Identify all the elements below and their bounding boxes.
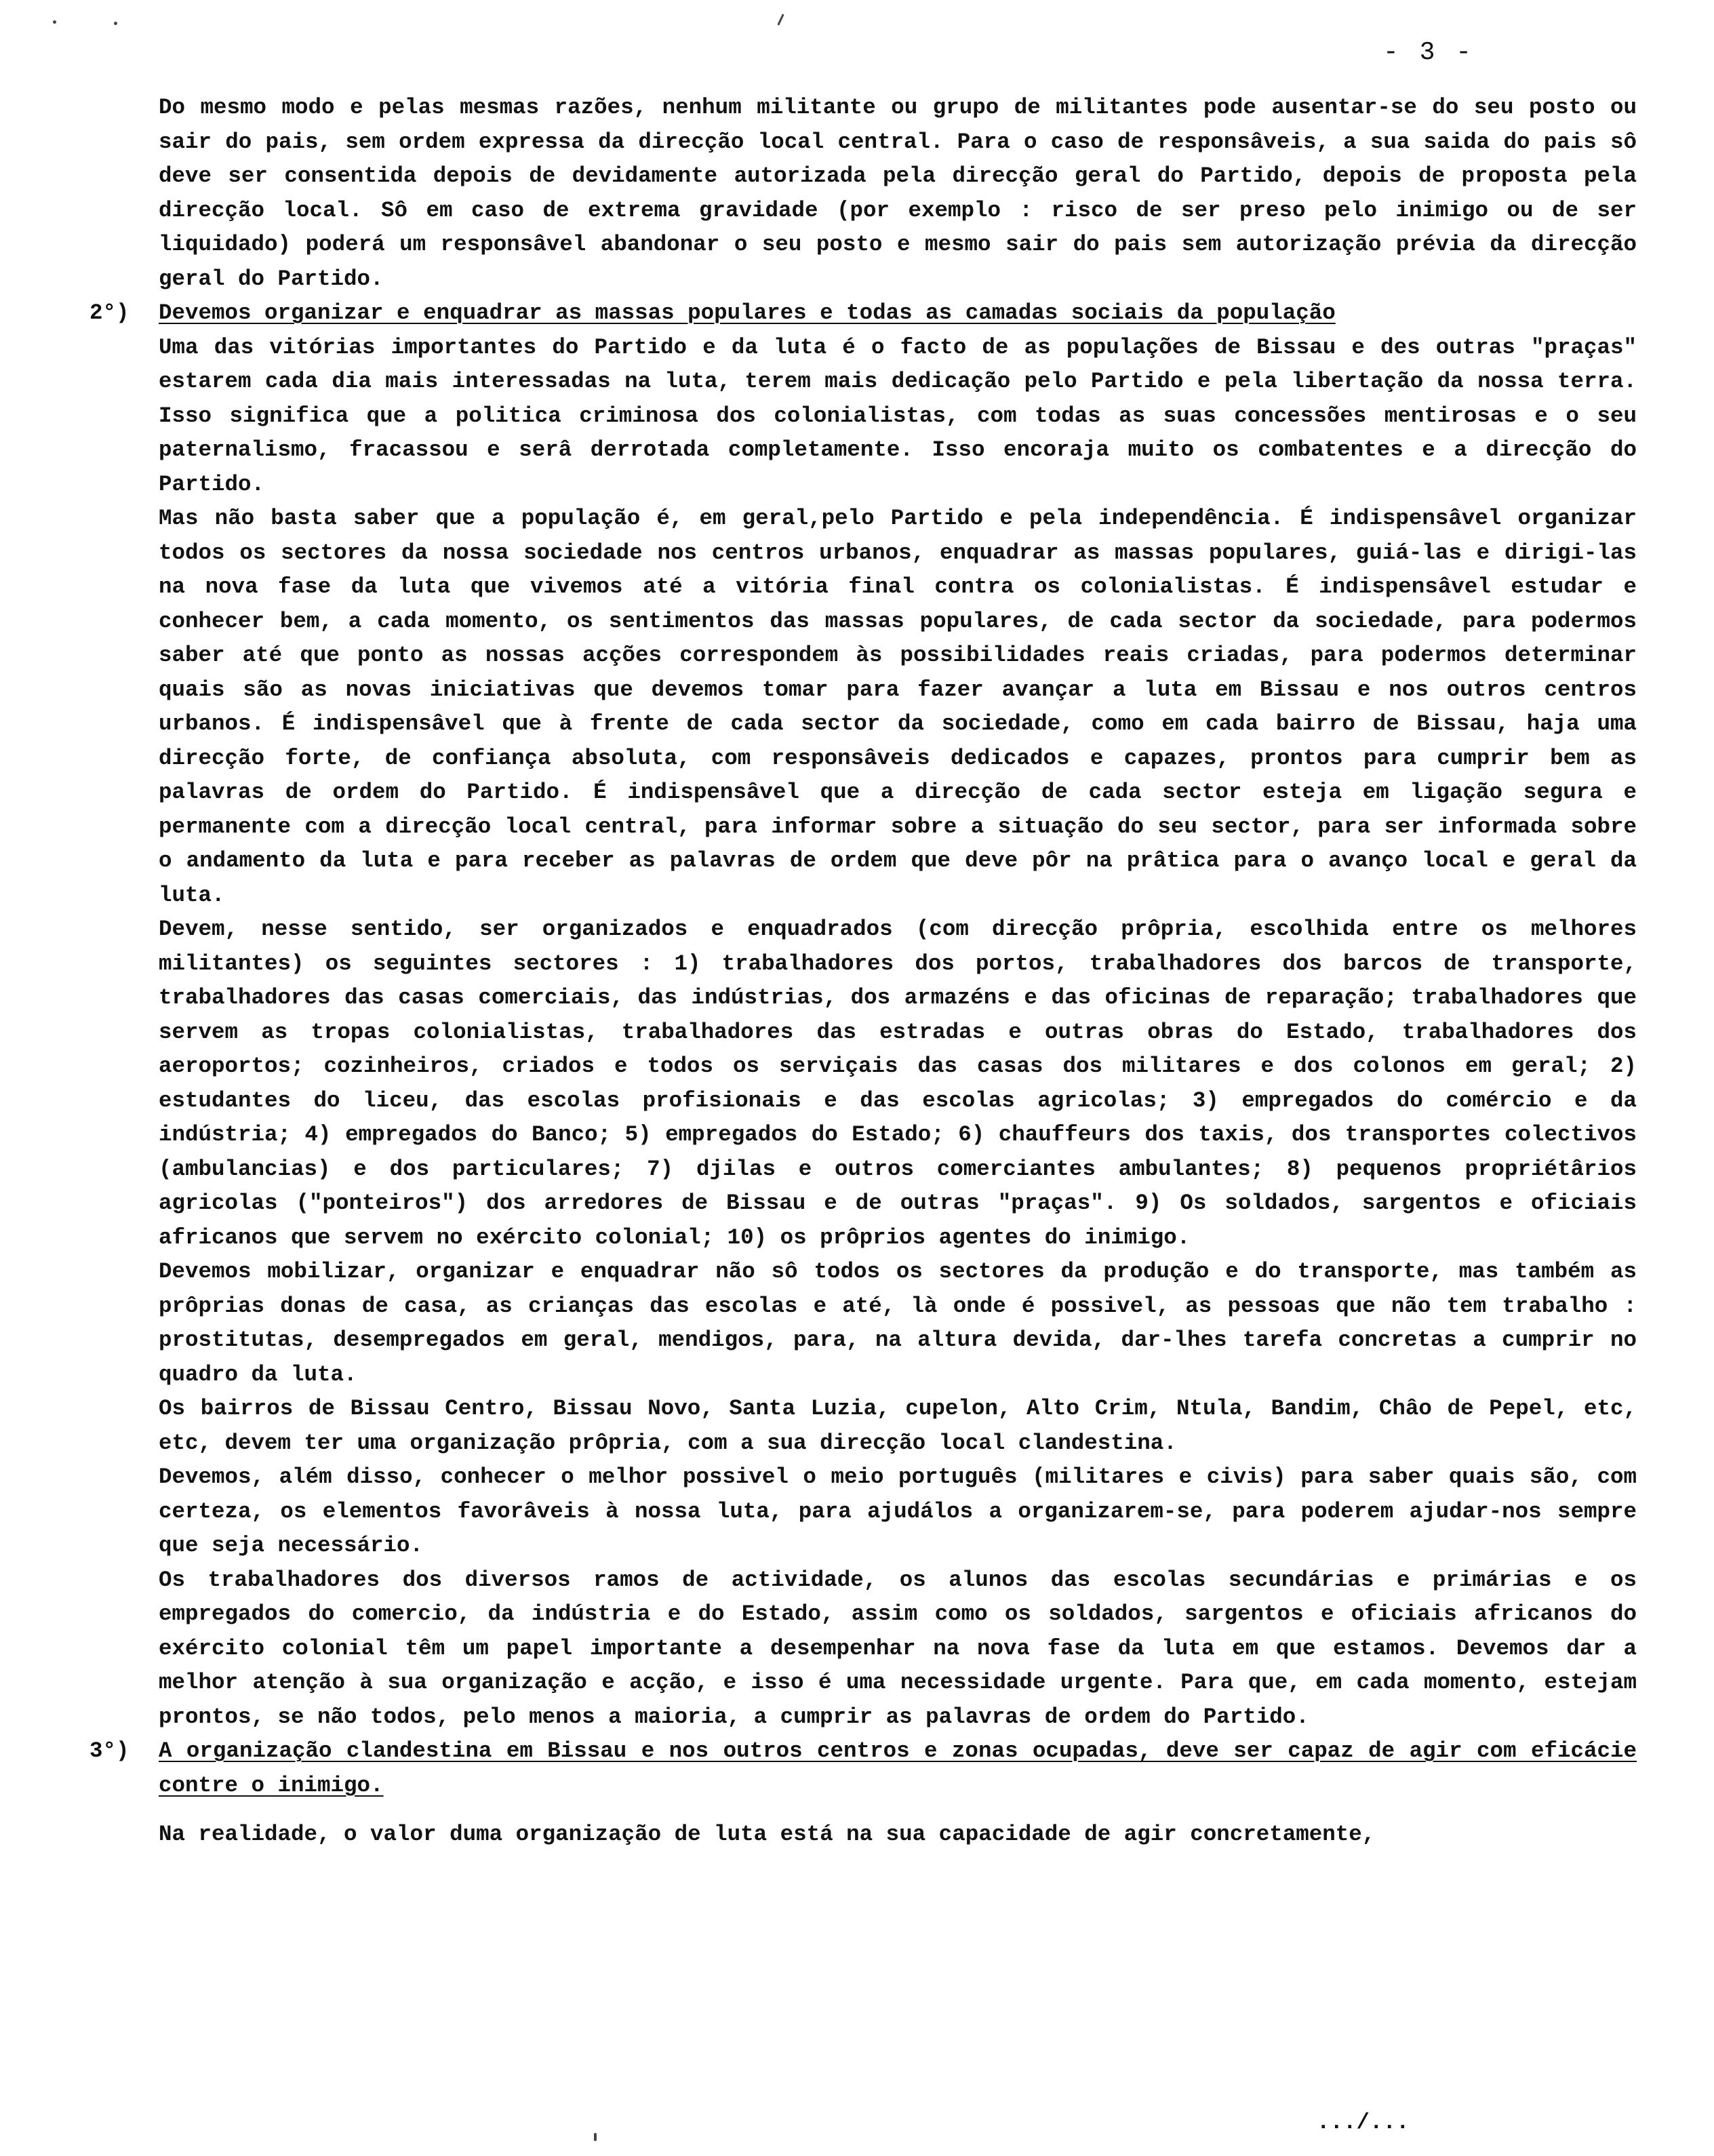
paragraph-8: Os trabalhadores dos diversos ramos de actividade, os alunos das escolas secundárias e primárias e os empregados do comercio, da indústria e do Estado, assim como os soldados, sargentos e oficiais africanos do exército colonial têm um papel importante a desempenhar na nova fase da luta em que estamos. Devemos dar a melhor atenção à sua organização e acção, e isso é uma necessidade urgente. Para que, em cada momento, estejam prontos, se não todos, pelo menos a maioria, a cumprir as palavras de ordem do Partido. (159, 1567, 1637, 1730)
continuation-mark: .../... (1317, 2110, 1410, 2135)
paragraph-1: Do mesmo modo e pelas mesmas razões, nenhum militante ou grupo de militantes pode ausentar-se do seu posto ou sair do pais, sem ordem expressa da direcção local central. Para o caso de responsâveis, a sua saida do pais sô deve ser consentida depois de devidamente autorizada pela direcção geral do Partido, depois de proposta pela direcção local. Sô em caso de extrema gravidade (por exemplo : risco de ser preso pelo inimigo ou de ser liquidado) poderá um responsâvel abandonar o seu posto e mesmo sair do pais sem autorização prévia da direcção geral do Partido. (159, 95, 1637, 292)
section-3 (89, 1734, 1637, 1803)
spacer (159, 1803, 1637, 1818)
document-body (89, 91, 1637, 1852)
section-2 (89, 296, 1637, 331)
paragraph-5: Devemos mobilizar, organizar e enquadrar não sô todos os sectores da produção e do transporte, mas também as prôprias donas de casa, as crianças das escolas e até, là onde é possivel, as pessoas que não tem trabalho : prostitutas, desempregados em geral, mendigos, para, na altura devida, dar-lhes tarefa concretas a cumprir no quadro da luta. (159, 1259, 1637, 1387)
scan-speck (114, 22, 117, 25)
paragraph-7: Devemos, além disso, conhecer o melhor possivel o meio português (militares e civis) para saber quais são, com certeza, os elementos favorâveis à nossa luta, para ajudálos a organizarem-se, para poderem ajudar-nos sempre que seja necessário. (159, 1464, 1637, 1558)
scan-speck (777, 14, 784, 26)
section-2-number: 2°) (89, 300, 129, 325)
scan-speck (594, 2133, 597, 2141)
paragraph-4: Devem, nesse sentido, ser organizados e enquadrados (com direcção prôpria, escolhida entre os melhores militantes) os seguintes sectores : 1) trabalhadores dos portos, trabalhadores dos barcos de transporte, trabalhadores das casas comerciais, das indústrias, dos armazéns e das oficinas de reparação; trabalhadores que servem as tropas colonialistas, trabalhadores das estradas e outras obras do Estado, trabalhadores dos aeroportos; cozinheiros, criados e todos os serviçais das casas dos militares e dos colonos em geral; 2) estudantes do liceu, das escolas profisionais e das escolas agricolas; 3) empregados do comércio e da indústria; 4) empregados do Banco; 5) empregados do Estado; 6) chauffeurs dos taxis, dos transportes colectivos (ambulancias) e dos particulares; 7) djilas e outros comerciantes ambulantes; 8) pequenos propriétârios agricolas ("ponteiros") dos arredores de Bissau e de outras "praças". 9) Os soldados, sargentos e oficiais africanos que servem no exército colonial; 10) os prôprios agentes do inimigo. (159, 917, 1637, 1250)
scan-speck (53, 20, 56, 24)
section-3-number: 3°) (89, 1738, 129, 1763)
paragraph-9: Na realidade, o valor duma organização de luta está na sua capacidade de agir concretamente, (159, 1822, 1376, 1847)
page-number: - 3 - (1383, 38, 1475, 67)
paragraph-6: Os bairros de Bissau Centro, Bissau Novo, Santa Luzia, cupelon, Alto Crim, Ntula, Bandim, Châo de Pepel, etc, etc, devem ter uma organização prôpria, com a sua direcção local clandestina. (159, 1396, 1637, 1456)
paragraph-2: Uma das vitórias importantes do Partido e da luta é o facto de as populações de Bissau e des outras "praças" estarem cada dia mais interessadas na luta, terem mais dedicação pelo Partido e pela libertação da nossa terra. Isso significa que a politica criminosa dos colonialistas, com todas as suas concessões mentirosas e o seu paternalismo, fracassou e serâ derrotada completamente. Isso encoraja muito os combatentes e a direcção do Partido. (159, 334, 1637, 497)
section-3-heading: A organização clandestina em Bissau e nos outros centros e zonas ocupadas, deve ser capaz de agir com eficácie contre o inimigo. (159, 1738, 1637, 1798)
section-2-heading: Devemos organizar e enquadrar as massas populares e todas as camadas sociais da população (159, 300, 1336, 325)
paragraph-3: Mas não basta saber que a população é, em geral,pelo Partido e pela independência. É indispensâvel organizar todos os sectores da nossa sociedade nos centros urbanos, enquadrar as massas populares, guiá-las e dirigi-las na nova fase da luta que vivemos até a vitória final contra os colonialistas. É indispensâvel estudar e conhecer bem, a cada momento, os sentimentos das massas populares, de cada sector da sociedade, para podermos saber até que ponto as nossas acções correspondem às possibilidades reais criadas, para podermos determinar quais são as novas iniciativas que devemos tomar para fazer avançar a luta em Bissau e nos outros centros urbanos. É indispensâvel que à frente de cada sector da sociedade, como em cada bairro de Bissau, haja uma direcção forte, de confiança absoluta, com responsâveis dedicados e capazes, prontos para cumprir bem as palavras de ordem do Partido. É indispensâvel que a direcção de cada sector esteja em ligação segura e permanente com a direcção local central, para informar sobre a situação do seu sector, para ser informada sobre o andamento da luta e para receber as palavras de ordem que deve pôr na prâtica para o avanço local e geral da luta. (159, 506, 1637, 908)
